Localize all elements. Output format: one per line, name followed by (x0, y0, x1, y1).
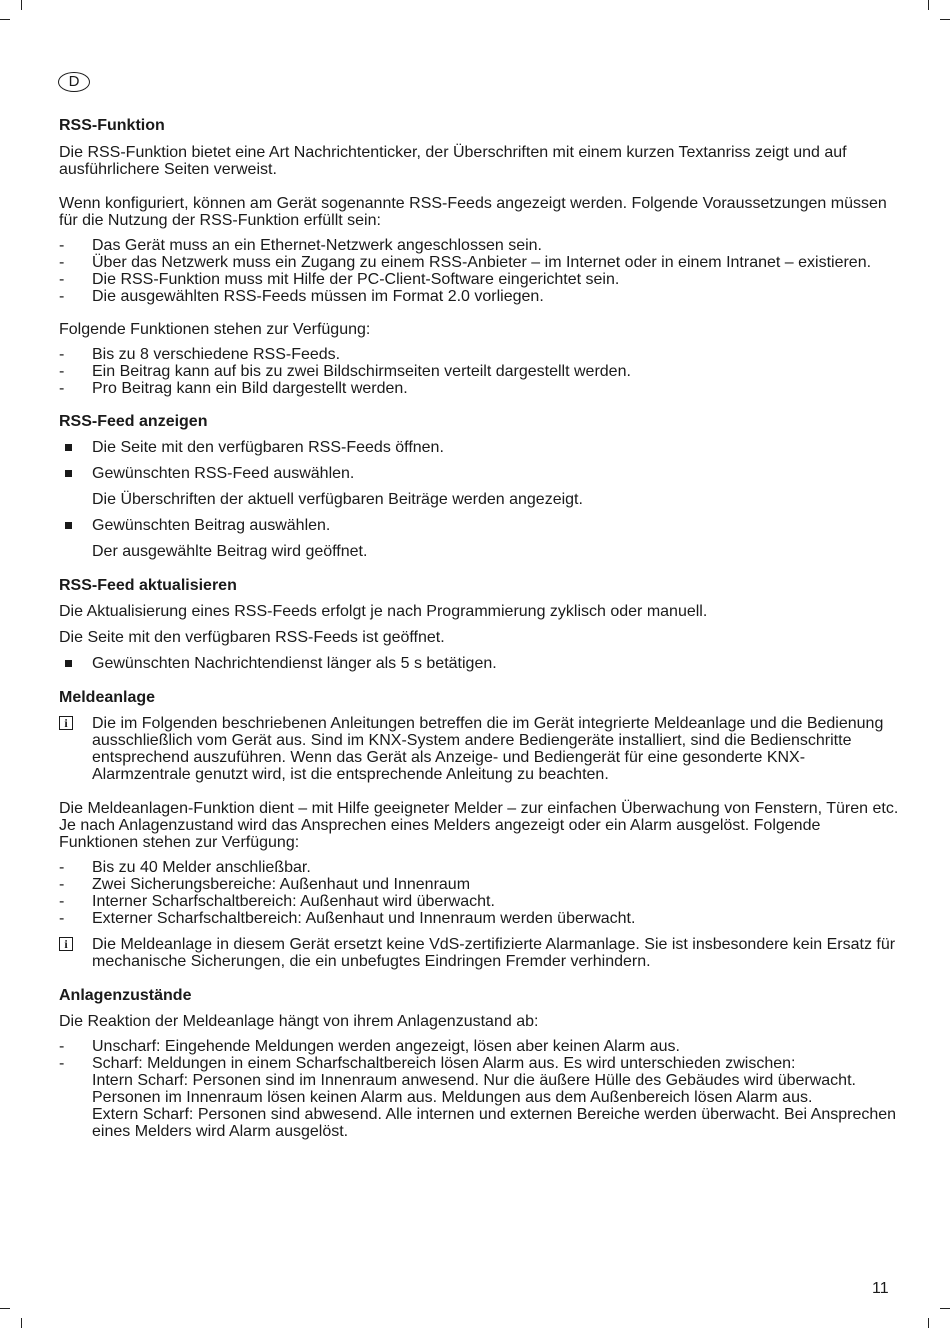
crop-mark (0, 19, 10, 20)
step-result: Die Überschriften der aktuell verfügbaren Beiträge werden angezeigt. (92, 491, 583, 508)
state-intern-scharf: Intern Scharf: Personen sind im Innenraum anwesend. Nur die äußere Hülle des Gebäudes wird überwacht. Personen im Innenraum lösen keinen Alarm aus. Meldungen aus dem Außenbereich lösen Alarm aus. (92, 1072, 856, 1106)
section-heading-rss: RSS-Funktion (59, 117, 165, 134)
feed-show-steps-2 (59, 517, 899, 534)
rss-intro: Die RSS-Funktion bietet eine Art Nachrichtenticker, der Überschriften mit einem kurzen Textanriss zeigt und auf ausführlichere Seiten verweist. (59, 144, 847, 178)
state-unscharf: Unscharf: Eingehende Meldungen werden angezeigt, lösen aber keinen Alarm aus. (92, 1038, 680, 1055)
rss-functions-list (59, 346, 899, 397)
info-note (59, 715, 899, 783)
info-note-text: Die Meldeanlage in diesem Gerät ersetzt keine VdS-zertifizierte Alarmanlage. Sie ist insbesondere kein Ersatz für mechanische Sicherungen, die ein unbefugtes Eindringen Fremder verhindern. (92, 936, 896, 970)
list-item: - Externer Scharfschaltbereich: Außenhaut und Innenraum werden überwacht. (59, 910, 899, 927)
step-item: Die Seite mit den verfügbaren RSS-Feeds öffnen. (59, 439, 899, 456)
page-number: 11 (872, 1280, 889, 1297)
crop-mark (21, 1318, 22, 1328)
list-item: - Das Gerät muss an ein Ethernet-Netzwerk angeschlossen sein. (59, 237, 899, 254)
feed-show-steps (59, 439, 899, 482)
list-item: - Die ausgewählten RSS-Feeds müssen im Format 2.0 vorliegen. (59, 288, 899, 305)
info-note-text: Die im Folgenden beschriebenen Anleitungen betreffen die im Gerät integrierte Meldeanlage und die Bedienung ausschließlich vom Gerät aus. Sind im KNX-System andere Bediengeräte installiert, sind die Bedienschritte entsprechend auszuführen. Wenn das Gerät als Anzeige- und Bediengerät für eine gesonderte KNX-Alarmzentrale genutzt wird, ist die entsprechende Anleitung zu beachten. (92, 715, 884, 783)
section-heading-states: Anlagenzustände (59, 987, 192, 1004)
feed-update-precondition: Die Seite mit den verfügbaren RSS-Feeds ist geöffnet. (59, 629, 445, 646)
list-item: - Interner Scharfschaltbereich: Außenhaut wird überwacht. (59, 893, 899, 910)
list-item (59, 1038, 899, 1055)
list-item: - Ein Beitrag kann auf bis zu zwei Bildschirmseiten verteilt dargestellt werden. (59, 363, 899, 380)
crop-mark (928, 0, 929, 10)
list-item: - Pro Beitrag kann ein Bild dargestellt werden. (59, 380, 899, 397)
rss-functions-intro: Folgende Funktionen stehen zur Verfügung: (59, 321, 371, 338)
step-result: Der ausgewählte Beitrag wird geöffnet. (92, 543, 368, 560)
state-scharf: - Scharf: Meldungen in einem Scharfschaltbereich lösen Alarm aus. Es wird unterschieden zwischen: (92, 1055, 796, 1072)
step-item: Gewünschten Nachrichtendienst länger als 5 s betätigen. (59, 655, 899, 672)
info-icon: i (59, 937, 73, 951)
crop-mark (21, 0, 22, 10)
section-heading-alarm: Meldeanlage (59, 689, 156, 706)
crop-mark (0, 1308, 10, 1309)
info-icon: i (59, 716, 73, 730)
crop-mark (928, 1318, 929, 1328)
rss-requirements-list (59, 237, 899, 305)
section-heading-feed-update: RSS-Feed aktualisieren (59, 577, 237, 594)
list-item: - Die RSS-Funktion muss mit Hilfe der PC-Client-Software eingerichtet sein. (59, 271, 899, 288)
list-item (59, 1055, 899, 1140)
crop-mark (940, 1308, 950, 1309)
list-item: - Bis zu 40 Melder anschließbar. (59, 859, 899, 876)
step-item: Gewünschten RSS-Feed auswählen. (59, 465, 899, 482)
feed-update-steps (59, 655, 899, 672)
states-list (59, 1038, 899, 1140)
alarm-functions-list (59, 859, 899, 927)
feed-update-text: Die Aktualisierung eines RSS-Feeds erfolgt je nach Programmierung zyklisch oder manuell. (59, 603, 708, 620)
states-intro: Die Reaktion der Meldeanlage hängt von ihrem Anlagenzustand ab: (59, 1013, 539, 1030)
info-note (59, 936, 899, 970)
page-content (59, 117, 899, 1140)
list-item: - Zwei Sicherungsbereiche: Außenhaut und Innenraum (59, 876, 899, 893)
crop-mark (940, 19, 950, 20)
list-item: - Über das Netzwerk muss ein Zugang zu einem RSS-Anbieter – im Internet oder in einem Intranet – existieren. (59, 254, 899, 271)
section-heading-feed-show: RSS-Feed anzeigen (59, 413, 208, 430)
rss-requirements-intro: Wenn konfiguriert, können am Gerät sogenannte RSS-Feeds angezeigt werden. Folgende Voraussetzungen müssen für die Nutzung der RSS-Funktion erfüllt sein: (59, 195, 887, 229)
list-item: - Bis zu 8 verschiedene RSS-Feeds. (59, 346, 899, 363)
language-badge: D (58, 72, 90, 92)
state-extern-scharf: Extern Scharf: Personen sind abwesend. Alle internen und externen Bereiche werden überwacht. Bei Ansprechen eines Melders wird Alarm ausgelöst. (92, 1106, 897, 1140)
alarm-description: Die Meldeanlagen-Funktion dient – mit Hilfe geeigneter Melder – zur einfachen Überwachung von Fenstern, Türen etc. Je nach Anlagenzustand wird das Ansprechen eines Melders angezeigt oder ein Alarm ausgelöst. Folgende Funktionen stehen zur Verfügung: (59, 800, 899, 851)
step-item: Gewünschten Beitrag auswählen. (59, 517, 899, 534)
